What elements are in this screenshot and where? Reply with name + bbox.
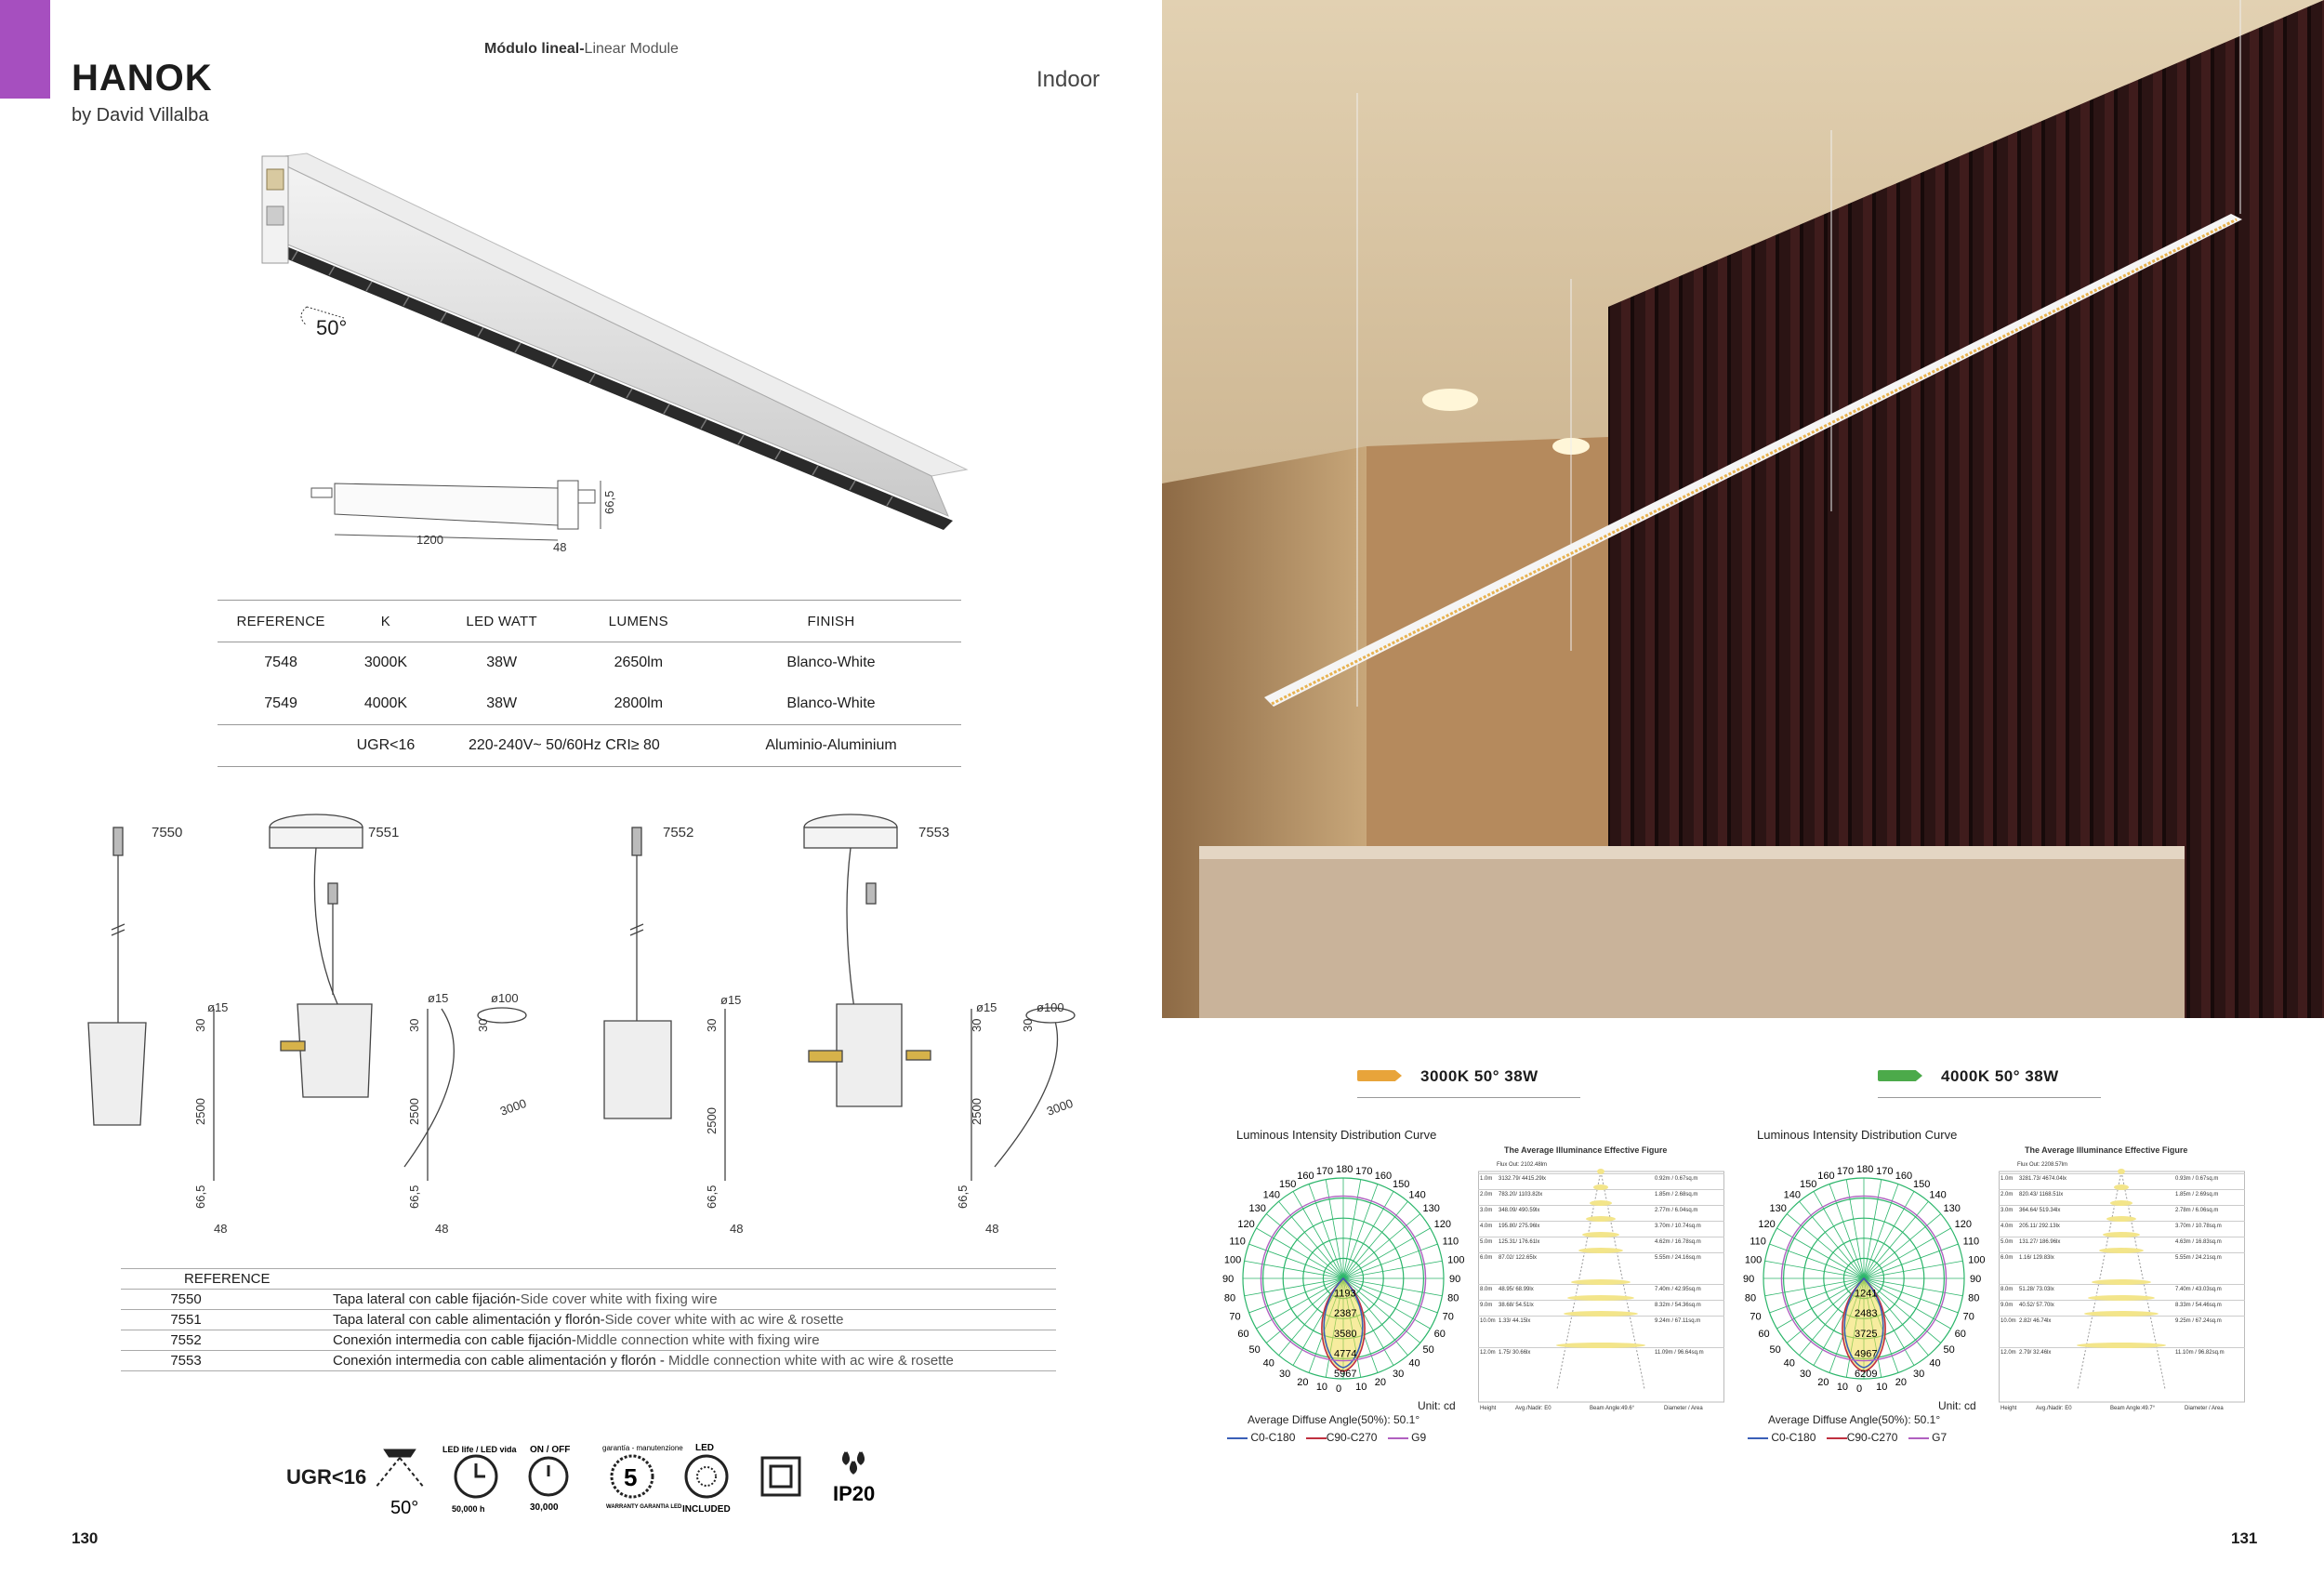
acc-ref-7550: 7550 <box>152 825 183 840</box>
illuminance-figure: The Average Illuminance Effective Figure Flux Out: 2208.57lm 1.0m 3281.73/ 4674.04lx 0.93m / 0.67sq.m 2.0m 820.43/ 1168.51lx 1.85m / 2.69sq.m 3.0m 364.64/ 519.34lx 2.78m / 6.06sq.m 4.0m 205.11/ 292.13lx 3.70m / 10.78sq.m 5.0m 131.27/ 186.96lx 4.63m / 16.83sq.m 6.0m 1.16/ 129.83lx 5.55m / 24.21sq.m 8.0m 51.28/ 73.03lx 7.40m / 43.03sq.m 9.0m 40.52/ 57.70lx 8.33m / 54.46sq.m 10.0m 2.82/ 46.74lx 9.25m / 67.24sq.m 12.0m 2.79/ 32.46lx 11.10m / 96.82sq.m Height Avg./Nadir: E0 Beam Angle:49.7° Diameter / Area <box>1999 1145 2245 1415</box>
col-finish: FINISH <box>701 601 961 642</box>
illuminance-row: 2.0m 783.20/ 1103.82lx 1.85m / 2.68sq.m <box>1478 1189 1724 1190</box>
svg-text:30: 30 <box>476 1018 490 1032</box>
polar-angle-label: 140 <box>1408 1189 1426 1201</box>
beam-angle-label: 50° <box>316 316 348 339</box>
polar-angle-label: 120 <box>1758 1219 1776 1230</box>
svg-text:2500: 2500 <box>193 1098 207 1125</box>
illuminance-row: 10.0m 1.33/ 44.15lx 9.24m / 67.11sq.m <box>1478 1316 1724 1317</box>
polar-angle-label: 130 <box>1422 1203 1440 1215</box>
svg-text:2500: 2500 <box>407 1098 421 1125</box>
unit-label: Unit: cd <box>1418 1399 1456 1412</box>
polar-angle-label: 140 <box>1262 1189 1280 1201</box>
intensity-ring-value: 2387 <box>1334 1308 1357 1320</box>
polar-angle-label: 70 <box>1442 1311 1454 1323</box>
polar-angle-label: 10 <box>1836 1382 1849 1394</box>
cct-legend-label: 4000K 50° 38W <box>1941 1067 2059 1085</box>
svg-text:66,5: 66,5 <box>193 1184 207 1209</box>
section-color-tab <box>0 0 50 99</box>
polar-angle-label: 90 <box>1970 1274 1982 1285</box>
divider <box>1878 1097 2101 1098</box>
polar-angle-label: 150 <box>1279 1178 1297 1190</box>
polar-intensity-chart <box>1222 1148 1469 1399</box>
polar-angle-label: 0 <box>1856 1383 1863 1395</box>
polar-angle-label: 160 <box>1374 1171 1393 1183</box>
intensity-ring-value: 1241 <box>1855 1288 1878 1300</box>
polar-angle-label: 110 <box>1750 1236 1766 1248</box>
installation-photo <box>1162 0 2324 1018</box>
polar-angle-label: 120 <box>1954 1219 1973 1230</box>
ugr-label: UGR<16 <box>286 1465 367 1489</box>
product-title: HANOK <box>72 58 213 99</box>
svg-text:66,5: 66,5 <box>705 1184 719 1209</box>
cct-legend-label: 3000K 50° 38W <box>1420 1067 1538 1085</box>
led-included-icon <box>686 1456 727 1497</box>
polar-angle-label: 10 <box>1355 1382 1367 1394</box>
col-k: K <box>344 601 428 642</box>
polar-angle-label: 70 <box>1750 1311 1762 1323</box>
polar-angle-label: 90 <box>1449 1274 1461 1285</box>
acc-ref-7551: 7551 <box>368 825 400 840</box>
dim-height: 66,5 <box>602 490 616 514</box>
illuminance-row: 4.0m 195.80/ 275.96lx 3.70m / 10.74sq.m <box>1478 1221 1724 1222</box>
polar-angle-label: 30 <box>1279 1369 1291 1381</box>
intensity-ring-value: 1193 <box>1334 1288 1356 1300</box>
flux-out: Flux Out: 2102.48lm <box>1497 1162 1548 1168</box>
diffuse-angle: Average Diffuse Angle(50%): 50.1° <box>1768 1413 1941 1426</box>
svg-text:50,000 h: 50,000 h <box>452 1504 485 1514</box>
polar-angle-label: 80 <box>1447 1292 1459 1304</box>
polar-angle-label: 30 <box>1913 1369 1925 1381</box>
svg-text:INCLUDED: INCLUDED <box>682 1504 731 1515</box>
illuminance-row: 10.0m 2.82/ 46.74lx 9.25m / 67.24sq.m <box>1999 1316 2245 1317</box>
svg-text:ø15: ø15 <box>720 993 742 1007</box>
flux-out: Flux Out: 2208.57lm <box>2017 1162 2068 1168</box>
spec-table <box>218 600 961 767</box>
svg-text:30: 30 <box>970 1018 984 1032</box>
polar-angle-label: 160 <box>1297 1171 1314 1183</box>
svg-text:3000: 3000 <box>1044 1095 1076 1118</box>
polar-angle-label: 50 <box>1769 1343 1781 1356</box>
intensity-ring-value: 2483 <box>1855 1308 1878 1320</box>
svg-text:48: 48 <box>435 1222 449 1236</box>
intensity-ring-value: 4774 <box>1334 1348 1357 1360</box>
polar-angle-label: 0 <box>1336 1383 1342 1395</box>
unit-label: Unit: cd <box>1938 1399 1976 1412</box>
illuminance-row: 12.0m 1.75/ 30.66lx 11.09m / 96.64sq.m <box>1478 1347 1724 1348</box>
feature-icons <box>363 1439 902 1523</box>
svg-text:ø100: ø100 <box>1037 1000 1064 1014</box>
polar-angle-label: 70 <box>1962 1311 1974 1323</box>
polar-angle-label: 140 <box>1783 1189 1801 1201</box>
acc-ref-7552: 7552 <box>663 825 694 840</box>
series-legend: C0-C180 C90-C270 G7 <box>1748 1431 1989 1444</box>
col-led-watt: LED WATT <box>428 601 576 642</box>
spec-header-row <box>218 601 961 642</box>
designer-byline: by David Villalba <box>72 105 209 126</box>
polar-angle-label: 20 <box>1817 1376 1829 1388</box>
polar-angle-label: 40 <box>1408 1357 1420 1370</box>
polar-angle-label: 170 <box>1315 1165 1334 1177</box>
polar-angle-label: 40 <box>1783 1357 1795 1370</box>
table-row-footer: UGR<16 220-240V~ 50/60Hz CRI≥ 80 Aluminio-Aluminium <box>218 725 961 767</box>
polar-angle-label: 30 <box>1800 1369 1812 1381</box>
polar-angle-label: 90 <box>1743 1274 1755 1285</box>
illuminance-figure: The Average Illuminance Effective Figure Flux Out: 2102.48lm 1.0m 3132.79/ 4415.29lx 0.92m / 0.67sq.m 2.0m 783.20/ 1103.82lx 1.85m / 2.68sq.m 3.0m 348.09/ 490.59lx 2.77m / 6.04sq.m 4.0m 195.80/ 275.96lx 3.70m / 10.74sq.m 5.0m 125.31/ 176.61lx 4.62m / 16.78sq.m 6.0m 87.02/ 122.65lx 5.55m / 24.16sq.m 8.0m 48.95/ 68.99lx 7.40m / 42.95sq.m 9.0m 38.68/ 54.51lx 8.32m / 54.36sq.m 10.0m 1.33/ 44.15lx 9.24m / 67.11sq.m 12.0m 1.75/ 30.66lx 11.09m / 96.64sq.m Height Avg./Nadir: E0 Beam Angle:49.6° Diameter / Area <box>1478 1145 1724 1415</box>
illuminance-title: The Average Illuminance Effective Figure <box>2025 1145 2188 1155</box>
polar-angle-label: 90 <box>1222 1274 1235 1285</box>
polar-angle-label: 140 <box>1929 1189 1947 1201</box>
acc-ref-7553: 7553 <box>918 825 950 840</box>
polar-angle-label: 10 <box>1876 1382 1888 1394</box>
polar-angle-label: 170 <box>1876 1165 1894 1177</box>
illuminance-row: 8.0m 48.95/ 68.99lx 7.40m / 42.95sq.m <box>1478 1284 1724 1285</box>
polar-angle-label: 10 <box>1315 1382 1328 1394</box>
polar-angle-label: 40 <box>1262 1357 1274 1370</box>
svg-text:30,000: 30,000 <box>530 1502 559 1513</box>
polar-angle-label: 120 <box>1433 1219 1452 1230</box>
polar-angle-label: 130 <box>1943 1203 1961 1215</box>
col-reference: REFERENCE <box>218 601 344 642</box>
svg-text:ø100: ø100 <box>491 991 519 1005</box>
illuminance-row: 12.0m 2.79/ 32.46lx 11.10m / 96.82sq.m <box>1999 1347 2245 1348</box>
dim-length: 1200 <box>416 533 443 547</box>
polar-angle-label: 30 <box>1393 1369 1405 1381</box>
polar-angle-label: 50 <box>1248 1343 1261 1356</box>
svg-text:48: 48 <box>214 1222 228 1236</box>
svg-text:ø15: ø15 <box>207 1000 229 1014</box>
svg-text:ø15: ø15 <box>428 991 449 1005</box>
illuminance-row: 2.0m 820.43/ 1168.51lx 1.85m / 2.69sq.m <box>1999 1189 2245 1190</box>
svg-text:2500: 2500 <box>705 1107 719 1134</box>
polar-angle-label: 100 <box>1744 1254 1763 1266</box>
table-row: 7550 Tapa lateral con cable fijación-Side cover white with fixing wire <box>121 1290 1056 1310</box>
accessory-illustrations <box>65 809 1088 1246</box>
polar-angle-label: 110 <box>1229 1236 1246 1248</box>
svg-text:48: 48 <box>985 1222 999 1236</box>
polar-angle-label: 160 <box>1817 1171 1835 1183</box>
diffuse-angle: Average Diffuse Angle(50%): 50.1° <box>1248 1413 1420 1426</box>
table-row: 7552 Conexión intermedia con cable fijación-Middle connection white with fixing wire <box>121 1330 1056 1351</box>
polar-angle-label: 60 <box>1237 1329 1249 1340</box>
svg-text:50°: 50° <box>390 1498 419 1518</box>
table-row: 7553 Conexión intermedia con cable alimentación y florón - Middle connection white with ac wire & rosette <box>121 1351 1056 1371</box>
polar-angle-label: 50 <box>1943 1343 1955 1356</box>
illuminance-row: 3.0m 364.64/ 519.34lx 2.78m / 6.06sq.m <box>1999 1205 2245 1206</box>
polar-angle-label: 180 <box>1336 1164 1353 1175</box>
page-number-left: 130 <box>72 1529 99 1547</box>
svg-text:IP20: IP20 <box>833 1482 876 1505</box>
ip-rating-icon <box>844 1452 864 1473</box>
polar-angle-label: 170 <box>1836 1165 1855 1177</box>
polar-angle-label: 50 <box>1422 1343 1434 1356</box>
beam-angle-icon <box>386 1450 414 1456</box>
polar-angle-label: 80 <box>1968 1292 1980 1304</box>
polar-angle-label: 110 <box>1962 1236 1980 1248</box>
table-row: 7548 3000K 38W 2650lm Blanco-White <box>264 655 876 670</box>
dim-width: 48 <box>553 540 567 554</box>
illuminance-row: 6.0m 87.02/ 122.65lx 5.55m / 24.16sq.m <box>1478 1252 1724 1253</box>
svg-text:30: 30 <box>1021 1018 1035 1032</box>
illuminance-row: 1.0m 3132.79/ 4415.29lx 0.92m / 0.67sq.m <box>1478 1173 1724 1174</box>
polar-angle-label: 60 <box>1433 1329 1446 1340</box>
illuminance-row: 1.0m 3281.73/ 4674.04lx 0.93m / 0.67sq.m <box>1999 1173 2245 1174</box>
divider <box>1357 1097 1580 1098</box>
polar-angle-label: 60 <box>1954 1329 1966 1340</box>
intensity-ring-value: 4967 <box>1855 1348 1878 1360</box>
accessory-table-header: REFERENCE <box>121 1269 1056 1290</box>
polar-angle-label: 20 <box>1297 1376 1309 1388</box>
illuminance-row: 6.0m 1.16/ 129.83lx 5.55m / 24.21sq.m <box>1999 1252 2245 1253</box>
svg-text:WARRANTY GARANTIA LED: WARRANTY GARANTIA LED <box>606 1504 682 1510</box>
cct-legend-swatch <box>1878 1070 1922 1081</box>
svg-text:LED: LED <box>695 1443 714 1453</box>
svg-text:LED life / LED vida: LED life / LED vida <box>442 1445 517 1454</box>
class-ii-icon <box>762 1458 799 1495</box>
illuminance-row: 9.0m 40.52/ 57.70lx 8.33m / 54.46sq.m <box>1999 1300 2245 1301</box>
illuminance-row: 8.0m 51.28/ 73.03lx 7.40m / 43.03sq.m <box>1999 1284 2245 1285</box>
curve-title: Luminous Intensity Distribution Curve <box>1757 1128 1958 1142</box>
illuminance-title: The Average Illuminance Effective Figure <box>1504 1145 1668 1155</box>
polar-angle-label: 180 <box>1856 1164 1874 1175</box>
svg-text:30: 30 <box>705 1018 719 1032</box>
polar-angle-label: 120 <box>1237 1219 1255 1230</box>
polar-angle-label: 40 <box>1929 1357 1941 1370</box>
environment-label: Indoor <box>1037 67 1101 92</box>
polar-angle-label: 130 <box>1769 1203 1787 1215</box>
polar-angle-label: 150 <box>1393 1178 1410 1190</box>
curve-title: Luminous Intensity Distribution Curve <box>1236 1128 1437 1142</box>
svg-text:2500: 2500 <box>970 1098 984 1125</box>
polar-angle-label: 150 <box>1913 1178 1931 1190</box>
svg-text:garantía - manutenzione: garantía - manutenzione <box>602 1444 683 1452</box>
dimension-drawing <box>307 470 623 562</box>
table-row: 7551 Tapa lateral con cable alimentación y florón-Side cover white with ac wire & rosette <box>121 1310 1056 1330</box>
polar-angle-label: 60 <box>1758 1329 1770 1340</box>
svg-text:30: 30 <box>193 1018 207 1032</box>
illuminance-row: 9.0m 38.68/ 54.51lx 8.32m / 54.36sq.m <box>1478 1300 1724 1301</box>
polar-angle-label: 80 <box>1744 1292 1757 1304</box>
illuminance-row: 4.0m 205.11/ 292.13lx 3.70m / 10.78sq.m <box>1999 1221 2245 1222</box>
svg-text:ON / OFF: ON / OFF <box>530 1445 571 1455</box>
illuminance-row: 3.0m 348.09/ 490.59lx 2.77m / 6.04sq.m <box>1478 1205 1724 1206</box>
intensity-ring-value: 3580 <box>1334 1328 1357 1340</box>
product-category: Módulo lineal-Linear Module <box>484 41 679 57</box>
page-number-right: 131 <box>2231 1529 2258 1547</box>
polar-angle-label: 20 <box>1374 1376 1386 1388</box>
accessory-table <box>121 1268 1056 1371</box>
polar-angle-label: 160 <box>1895 1171 1913 1183</box>
table-row: 7549 4000K 38W 2800lm Blanco-White <box>264 695 876 711</box>
polar-angle-label: 100 <box>1447 1254 1465 1266</box>
series-legend: C0-C180 C90-C270 G9 <box>1227 1431 1469 1444</box>
svg-text:30: 30 <box>407 1018 421 1032</box>
svg-text:3000: 3000 <box>497 1095 529 1118</box>
polar-angle-label: 100 <box>1968 1254 1986 1266</box>
polar-angle-label: 130 <box>1248 1203 1266 1215</box>
polar-angle-label: 20 <box>1895 1376 1907 1388</box>
polar-angle-label: 150 <box>1800 1178 1817 1190</box>
svg-text:66,5: 66,5 <box>956 1184 970 1209</box>
polar-angle-label: 100 <box>1223 1254 1242 1266</box>
svg-text:5: 5 <box>624 1463 638 1491</box>
polar-angle-label: 170 <box>1355 1165 1373 1177</box>
polar-angle-label: 110 <box>1442 1236 1459 1248</box>
intensity-ring-value: 6209 <box>1855 1369 1878 1380</box>
intensity-ring-value: 5967 <box>1334 1369 1357 1380</box>
cct-legend-swatch <box>1357 1070 1402 1081</box>
intensity-ring-value: 3725 <box>1855 1328 1878 1340</box>
svg-text:ø15: ø15 <box>976 1000 997 1014</box>
polar-angle-label: 70 <box>1229 1311 1241 1323</box>
polar-intensity-chart <box>1743 1148 1989 1399</box>
col-lumens: LUMENS <box>576 601 701 642</box>
svg-text:48: 48 <box>730 1222 744 1236</box>
svg-text:66,5: 66,5 <box>407 1184 421 1209</box>
polar-angle-label: 80 <box>1223 1292 1236 1304</box>
